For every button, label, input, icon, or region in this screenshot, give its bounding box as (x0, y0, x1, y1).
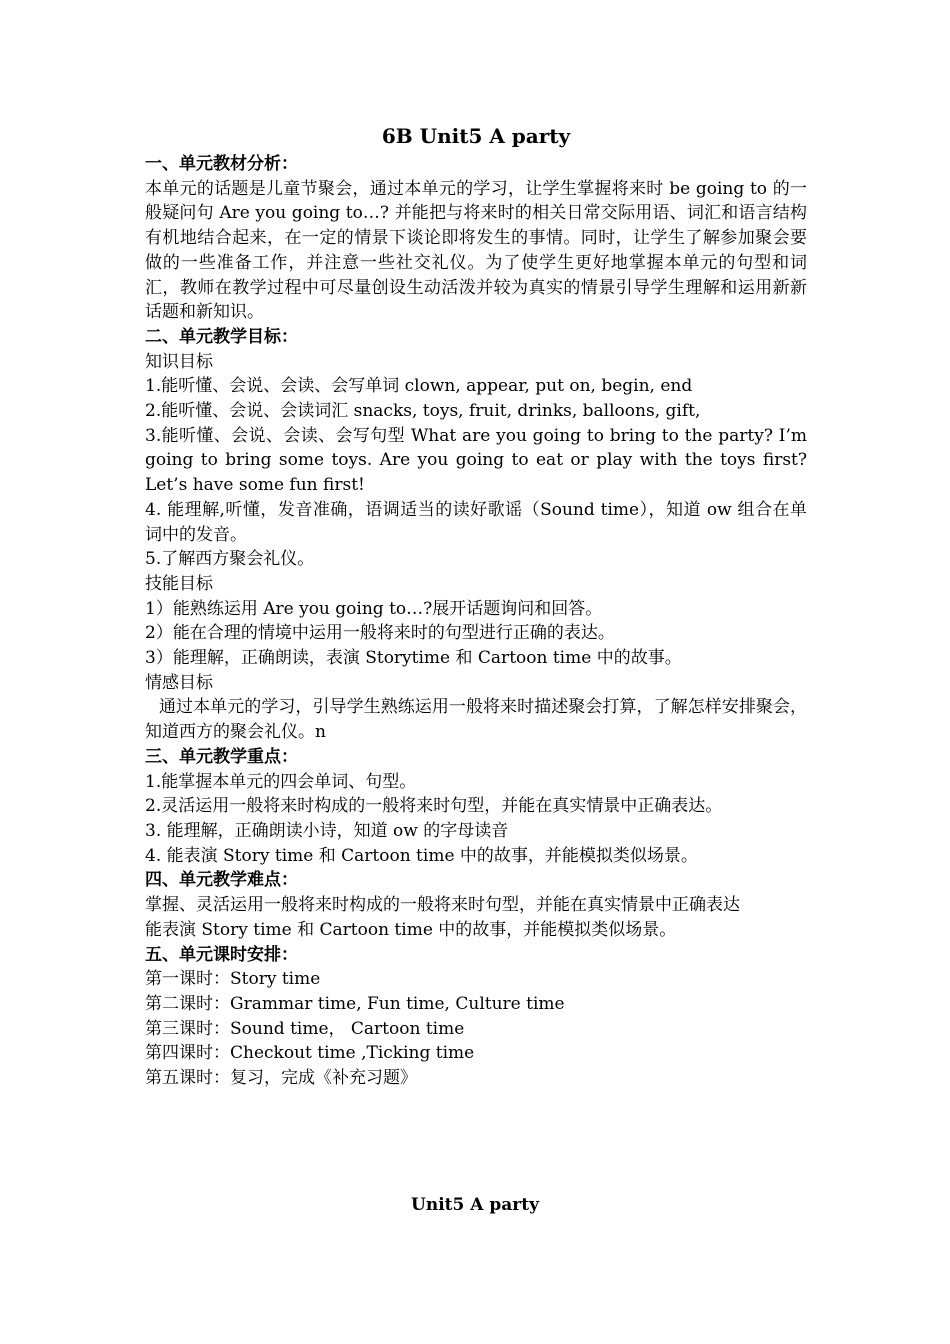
emotion-objectives-paragraph: 通过本单元的学习，引导学生熟练运用一般将来时描述聚会打算，了解怎样安排聚会，知道西方的聚会礼仪。n (145, 697, 807, 743)
difficulty-line-1: 掌握、灵活运用一般将来时构成的一般将来时句型，并能在真实情景中正确表达 (145, 895, 740, 916)
section-heading-difficulties: 四、单元教学难点： (145, 870, 298, 891)
section-heading-objectives: 二、单元教学目标： (145, 326, 298, 347)
key-point-3: 3. 能理解，正确朗读小诗，知道 ow 的字母读音 (145, 820, 509, 841)
key-point-4: 4. 能表演 Story time 和 Cartoon time 中的故事，并能模拟类似场景。 (145, 845, 698, 866)
difficulty-line-2: 能表演 Story time 和 Cartoon time 中的故事，并能模拟类似场景。 (145, 919, 677, 940)
schedule-item-4: 第四课时：Checkout time ,Ticking time (145, 1043, 475, 1064)
next-section-title: Unit5 A party (411, 1195, 539, 1215)
document-title: 6B Unit5 A party (381, 124, 571, 148)
knowledge-item-4: 4. 能理解,听懂，发音准确，语调适当的读好歌谣（Sound time），知道 ow 组合在单词中的发音。 (145, 499, 807, 545)
knowledge-item-2: 2.能听懂、会说、会读词汇 snacks, toys, fruit, drinks, balloons, gift, (145, 401, 701, 422)
skill-item-1: 1）能熟练运用 Are you going to…?展开话题询问和回答。 (145, 598, 603, 619)
section-heading-schedule: 五、单元课时安排： (145, 944, 298, 965)
analysis-paragraph: 本单元的话题是儿童节聚会，通过本单元的学习，让学生掌握将来时 be going to 的一般疑问句 Are you going to…? 并能把与将来时的相关日常交际用语、词汇和语言结构有机地结合起来，在一定的情景下谈论即将发生的事情。同时，让学生了解参加聚会要做的一些准备工作，并注意一些社交礼仪。为了使学生更好地掌握本单元的句型和词汇，教师在教学过程中可尽量创设生动活泼并较为真实的情景引导学生理解和运用新新话题和新知识。 (145, 178, 807, 323)
schedule-item-1: 第一课时：Story time (145, 969, 321, 990)
emotion-objectives-label: 情感目标 (145, 672, 213, 693)
key-point-1: 1.能掌握本单元的四会单词、句型。 (145, 771, 417, 792)
key-point-2: 2.灵活运用一般将来时构成的一般将来时句型，并能在真实情景中正确表达。 (145, 796, 723, 817)
schedule-item-2: 第二课时：Grammar time, Fun time, Culture time (145, 993, 565, 1014)
knowledge-item-3: 3.能听懂、会说、会读、会写句型 What are you going to bring to the party? I’m going to bring some toys. Are you going to eat or play with the toys first? Let’s have some fun first! (145, 425, 807, 496)
knowledge-objectives-label: 知识目标 (145, 351, 213, 372)
skill-objectives-label: 技能目标 (145, 573, 213, 594)
skill-item-2: 2）能在合理的情境中运用一般将来时的句型进行正确的表达。 (145, 623, 615, 644)
section-heading-key-points: 三、单元教学重点： (145, 746, 298, 767)
schedule-item-5: 第五课时：复习，完成《补充习题》 (145, 1068, 417, 1089)
skill-item-3: 3）能理解，正确朗读，表演 Storytime 和 Cartoon time 中的故事。 (145, 648, 682, 669)
section-heading-analysis: 一、单元教材分析： (145, 154, 298, 174)
knowledge-item-5: 5.了解西方聚会礼仪。 (145, 549, 315, 570)
document-page (145, 122, 807, 1091)
schedule-item-3: 第三课时：Sound time， Cartoon time (145, 1018, 465, 1039)
knowledge-item-1: 1.能听懂、会说、会读、会写单词 clown, appear, put on, begin, end (145, 376, 693, 397)
